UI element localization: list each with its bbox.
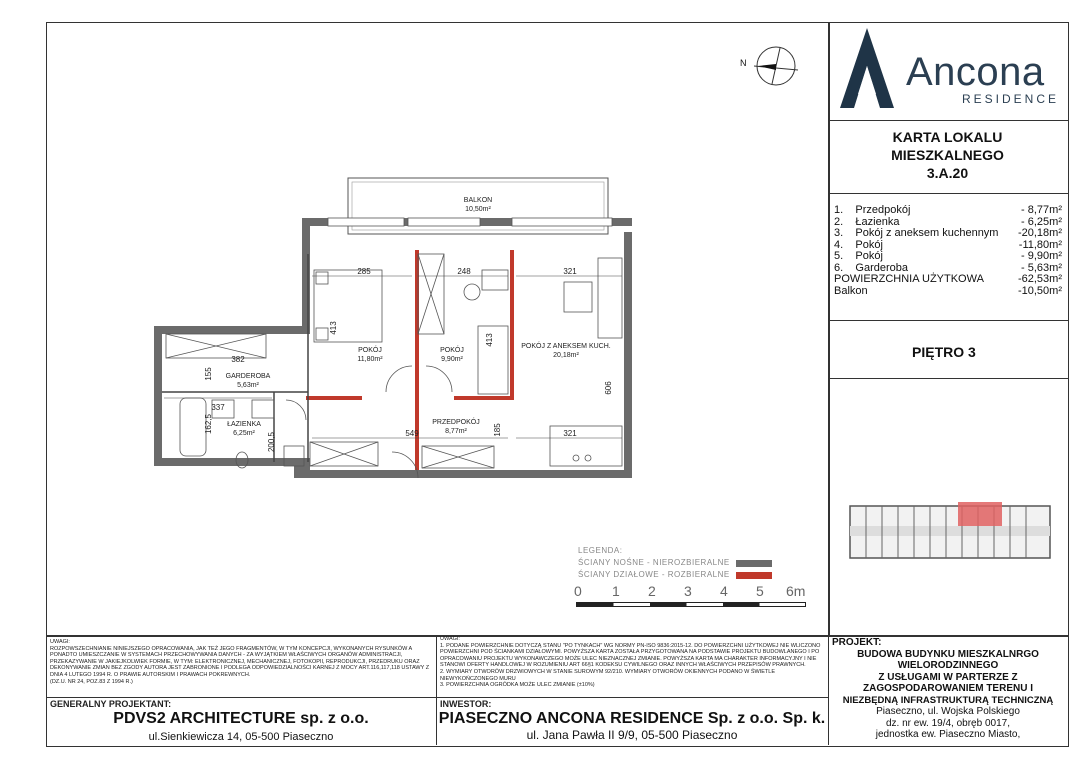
notes-left-ref: (DZ.U. NR 24, POZ.83 Z 1994 R.) xyxy=(50,678,133,685)
divider xyxy=(828,320,1068,321)
label-aneks: POKÓJ Z ANEKSEM KUCH. xyxy=(521,343,611,350)
key-plan xyxy=(846,496,1060,566)
title-line2: MIESZKALNEGO xyxy=(891,147,1004,163)
furniture xyxy=(166,254,622,478)
notes-left xyxy=(50,639,432,685)
projekt-line: WIELORODZINNEGO xyxy=(897,660,999,671)
label-lazienka: ŁAZIENKA xyxy=(227,421,261,428)
legend-item: ŚCIANY NOŚNE - NIEROZBIERALNE xyxy=(578,557,772,569)
notes-mid-title: UWAGI: xyxy=(440,636,460,642)
projekt-line: NIEZBĘDNĄ INFRASTRUKTURĄ TECHNICZNĄ xyxy=(842,694,1054,706)
legend xyxy=(578,545,772,581)
unit-number: 3.A.20 xyxy=(926,165,969,181)
projekt-line: dz. nr ew. 19/4, obręb 0017, xyxy=(886,717,1010,729)
dim-413a: 413 xyxy=(329,321,338,335)
list-item: 3. Pokój z aneksem kuchennym -20,18m² xyxy=(834,227,1062,239)
dim-382: 382 xyxy=(231,355,245,364)
projektant-name: PDVS2 ARCHITECTURE sp. z o.o. xyxy=(113,710,369,727)
label-aneks-area: 20,18m² xyxy=(553,352,579,359)
title-line1: KARTA LOKALU xyxy=(892,129,1003,145)
dim-2005: 200,5 xyxy=(267,431,276,453)
notes-mid xyxy=(440,636,824,689)
dim-248: 248 xyxy=(457,267,471,276)
room-list xyxy=(834,205,1062,297)
dim-413b: 413 xyxy=(485,333,494,347)
label-pokoj2-area: 9,90m² xyxy=(441,356,463,363)
legend-title: LEGENDA: xyxy=(578,546,623,555)
logo-name: Ancona xyxy=(906,50,1045,94)
notes-mid-2: 2. WYMIARY OTWORÓW DRZWIOWYCH W STANIE SUROWYM 92/210. WYMIARY OTWORÓW OKIENNYCH PODANO W ŚWIETLE NIEWYKOŃCZONEGO MURU xyxy=(440,668,776,682)
legend-item: ŚCIANY DZIAŁOWE - ROZBIERALNE xyxy=(578,569,772,581)
logo-sub: RESIDENCE xyxy=(962,92,1060,106)
notes-mid-1: 1. PODANE POWIERZCHNIE DOTYCZĄ STANU "PO TYNKACH" WG NORMY PN-ISO 9836:2015-12. DO POWIERZCHNI UŻYTKOWEJ NIE WLICZONO POWIERZCHNI POD ŚCIANKAMI DZIAŁOWYMI. POWYŻSZA KARTA ZOSTAŁA PRZYGOTOWANA NA PODSTAWIE PROJEKTU BUDOWLANEGO I PO OPRACOWANIU PROJEKTU WYKONAWCZEGO MOŻE ULEC NIEZNACZNEJ ZMIANIE. POWYŻSZA KARTA MA CHARAKTER INFORMACYJNY I NIE STANOWI OFERTY HANDLOWEJ W ROZUMIENIU ART 66§1 KODEKSU CYWILNEGO ORAZ INNYCH WŁAŚCIWYCH PRZEPISÓW PRAWNYCH. xyxy=(440,642,821,669)
divider xyxy=(828,193,1068,194)
list-item: 6. Garderoba - 5,63m² xyxy=(834,261,1062,274)
key-plan-icon xyxy=(846,496,1060,566)
compass-label: N xyxy=(740,58,747,68)
card-title xyxy=(828,120,1067,182)
list-item: POWIERZCHNIA UŻYTKOWA -62,53m² xyxy=(834,273,1062,285)
inwestor-label: INWESTOR: xyxy=(440,699,492,709)
list-item: 1. Przedpokój - 8,77m² xyxy=(834,204,1062,216)
floor-plan xyxy=(46,22,828,635)
projekt-line: Z USŁUGAMI W PARTERZE Z xyxy=(878,671,1018,683)
notes-left-title: UWAGI: xyxy=(50,639,70,645)
dim-321a: 321 xyxy=(563,267,577,276)
projektant-label: GENERALNY PROJEKTANT: xyxy=(50,699,172,709)
dim-285: 285 xyxy=(357,267,371,276)
divider xyxy=(828,635,829,745)
projekt-label: PROJEKT: xyxy=(832,637,882,648)
notes-mid-3: 3. POWIERZCHNIA OGRÓDKA MOŻE ULEC ZMIANIE (±10%) xyxy=(440,682,595,689)
label-garderoba-area: 5,63m² xyxy=(237,382,259,389)
floor-label: PIĘTRO 3 xyxy=(912,344,976,360)
dim-155: 155 xyxy=(204,367,213,381)
inwestor-name: PIASECZNO ANCONA RESIDENCE Sp. z o.o. Sp. k. xyxy=(438,710,826,727)
divider xyxy=(46,697,828,698)
label-przedpokoj-area: 8,77m² xyxy=(445,428,467,435)
dim-606: 606 xyxy=(604,381,613,395)
projekt-block xyxy=(832,637,1064,741)
brand-logo xyxy=(832,28,1068,112)
list-item: 2. Łazienka - 6,25m² xyxy=(834,215,1062,228)
dim-1625: 162,5 xyxy=(204,413,213,435)
scale-bar-graphic xyxy=(576,602,806,607)
notes-left-text: ROZPOWSZECHNIANIE NINIEJSZEGO OPRACOWANIA, JAK TEŻ JEGO FRAGMENTÓW, W TYM KONCEPCJI, WYKONANYCH RYSUNKÓW A PONADTO UMIESZCZANIE W SYSTEMACH PRZECHOWYWANIA DANYCH - ZA WYJĄTKIEM WŁAŚCIWYCH ORGANÓW ADMINISTRACJI, PRZEKAZYWANIE W JAKIEJKOLWIEK FORMIE, W TYM: ELEKTRONICZNEJ, MECHANICZNEJ, FOTOKOPII, REPRODUKCJI, PRZEDRUKU ORAZ DEKONYWANIE ZMIAN BEZ ZGODY AUTORA JEST ZABRONIONE I PODLEGA ODPOWIEDZIALNOŚCI KARNEJ Z MOCY ART.116,117,118 USTAWY Z DNIA 4 LUTEGO 1994 R. O PRAWIE AUTORSKIM I PRAWACH POKREWNYCH. xyxy=(50,645,430,678)
list-item: Balkon -10,50m² xyxy=(834,284,1062,297)
label-lazienka-area: 6,25m² xyxy=(233,430,255,437)
dim-321b: 321 xyxy=(563,429,577,438)
dim-549: 549 xyxy=(405,429,419,438)
divider xyxy=(828,378,1068,379)
dim-185: 185 xyxy=(493,423,502,437)
legend-swatch-gray xyxy=(736,560,772,567)
projektant-address: ul.Sienkiewicza 14, 05-500 Piaseczno xyxy=(148,731,334,743)
projekt-line: ZAGOSPODAROWANIEM TERENU I xyxy=(862,683,1033,694)
logo-mark-icon xyxy=(834,28,902,110)
projekt-line: Piaseczno, ul. Wojska Polskiego xyxy=(876,706,1020,717)
label-przedpokoj: PRZEDPOKÓJ xyxy=(432,419,480,426)
label-balkon: BALKON xyxy=(463,197,493,204)
projekt-line: BUDOWA BUDYNKU MIESZKALNRGO xyxy=(857,648,1039,660)
windows xyxy=(328,218,612,226)
projekt-line: jednostka ew. Piaseczno Miasto, xyxy=(875,729,1021,740)
label-pokoj2: POKÓJ xyxy=(440,347,464,354)
label-garderoba: GARDEROBA xyxy=(225,373,271,380)
dim-337: 337 xyxy=(211,403,225,412)
label-pokoj1-area: 11,80m² xyxy=(357,356,383,363)
legend-swatch-red xyxy=(736,572,772,579)
inwestor-address: ul. Jana Pawła II 9/9, 05-500 Piaseczno xyxy=(526,728,738,742)
list-item: 5. Pokój - 9,90m² xyxy=(834,250,1062,262)
label-balkon-area: 10,50m² xyxy=(465,206,491,213)
list-item: 4. Pokój -11,80m² xyxy=(834,238,1062,251)
label-pokoj1: POKÓJ xyxy=(358,347,382,354)
